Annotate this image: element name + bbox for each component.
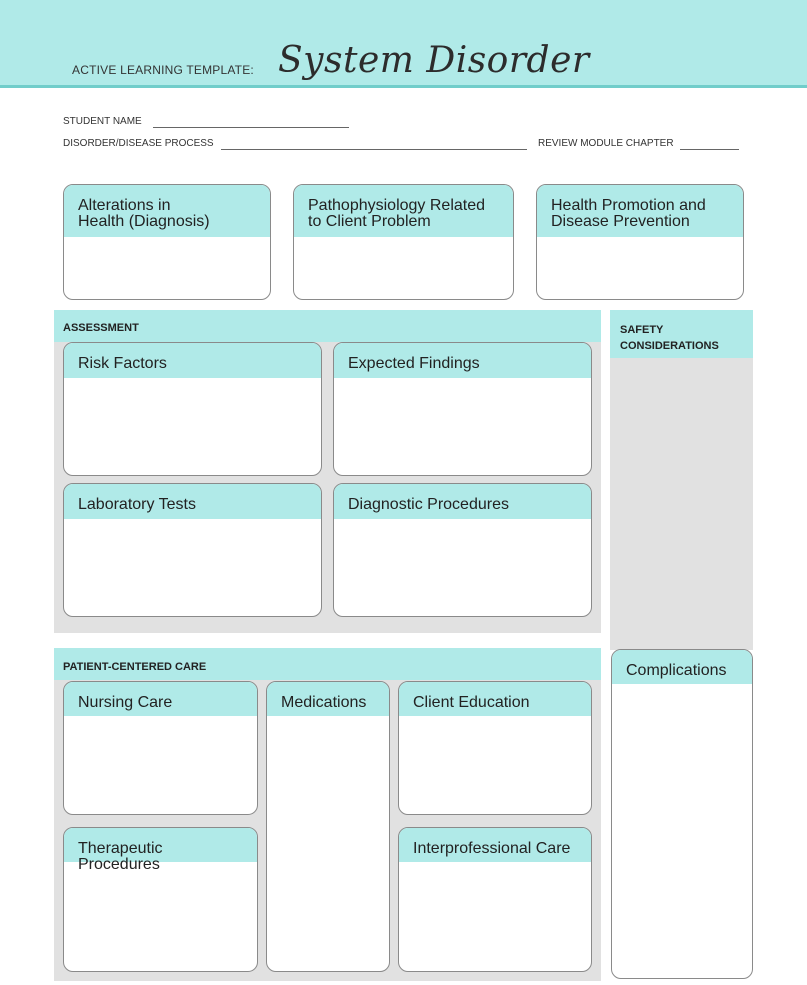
assessment-title: ASSESSMENT: [63, 322, 139, 334]
expected-findings-header: Expected Findings: [334, 343, 591, 378]
nursing-care-box[interactable]: [63, 681, 258, 815]
pathophysiology-header: Pathophysiology Related to Client Problem: [294, 185, 513, 237]
medications-box[interactable]: [266, 681, 390, 972]
student-name-line[interactable]: [153, 127, 349, 128]
health-promotion-header: Health Promotion and Disease Prevention: [537, 185, 743, 237]
patient-care-title: PATIENT-CENTERED CARE: [63, 661, 207, 673]
complications-box[interactable]: [611, 649, 753, 979]
disorder-process-line[interactable]: [221, 149, 527, 150]
laboratory-tests-box[interactable]: [63, 483, 322, 617]
review-chapter-line[interactable]: [680, 149, 739, 150]
risk-factors-box[interactable]: [63, 342, 322, 476]
therapeutic-procedures-box[interactable]: [63, 827, 258, 972]
alterations-box[interactable]: [63, 184, 271, 300]
student-name-label: STUDENT NAME: [63, 116, 142, 127]
expected-findings-box[interactable]: [333, 342, 592, 476]
template-title: System Disorder: [278, 40, 590, 81]
complications-header: Complications: [612, 650, 752, 684]
interprofessional-care-header: Interprofessional Care: [399, 828, 591, 862]
template-label: ACTIVE LEARNING TEMPLATE:: [72, 63, 254, 77]
safety-considerations-area[interactable]: [610, 310, 753, 650]
pathophysiology-box[interactable]: [293, 184, 514, 300]
disorder-process-label: DISORDER/DISEASE PROCESS: [63, 138, 214, 149]
interprofessional-care-box[interactable]: [398, 827, 592, 972]
client-education-box[interactable]: [398, 681, 592, 815]
medications-header: Medications: [267, 682, 389, 716]
alterations-header: Alterations in Health (Diagnosis): [64, 185, 270, 237]
diagnostic-procedures-box[interactable]: [333, 483, 592, 617]
nursing-care-header: Nursing Care: [64, 682, 257, 716]
risk-factors-header: Risk Factors: [64, 343, 321, 378]
review-chapter-label: REVIEW MODULE CHAPTER: [538, 138, 674, 149]
safety-considerations-title: SAFETY CONSIDERATIONS: [620, 324, 719, 352]
client-education-header: Client Education: [399, 682, 591, 716]
diagnostic-procedures-header: Diagnostic Procedures: [334, 484, 591, 519]
therapeutic-procedures-header: Therapeutic Procedures: [64, 828, 257, 862]
laboratory-tests-header: Laboratory Tests: [64, 484, 321, 519]
health-promotion-box[interactable]: [536, 184, 744, 300]
